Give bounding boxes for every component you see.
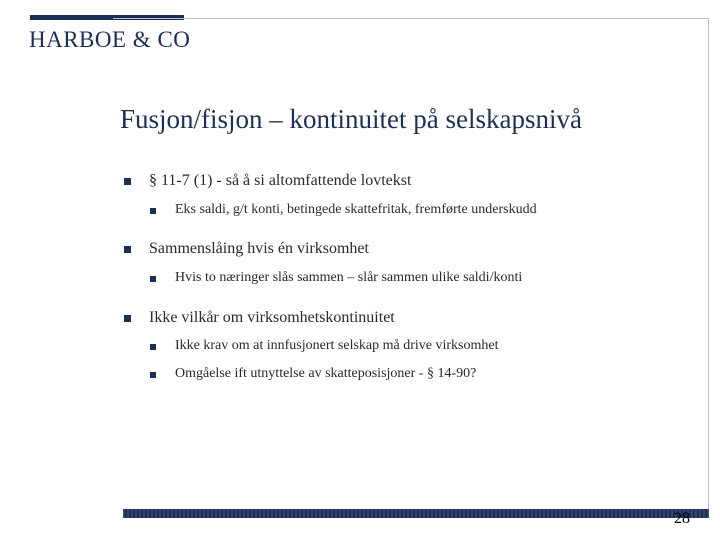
square-bullet-icon — [150, 276, 156, 282]
square-bullet-icon — [124, 178, 131, 185]
bullet-item — [124, 240, 369, 258]
footer-bar — [123, 509, 709, 518]
square-bullet-icon — [150, 372, 156, 378]
bullet-item — [124, 172, 412, 190]
sub-bullet-item — [150, 202, 537, 218]
square-bullet-icon — [124, 315, 131, 322]
company-logo: HARBOE & CO — [29, 27, 191, 52]
bullet-text: § 11-7 (1) - så å si altomfattende lovtekst — [149, 172, 412, 189]
sub-bullet-text: Hvis to næringer slås sammen – slår sammen ulike saldi/konti — [175, 270, 523, 285]
sub-bullet-item — [150, 366, 477, 382]
bullet-text: Sammenslåing hvis én virksomhet — [149, 240, 369, 257]
sub-bullet-text: Omgåelse ift utnyttelse av skatteposisjoner - § 14-90? — [175, 366, 477, 381]
square-bullet-icon — [124, 246, 131, 253]
slide-title: Fusjon/fisjon – kontinuitet på selskapsnivå — [120, 104, 582, 134]
bullet-text: Ikke vilkår om virksomhetskontinuitet — [149, 309, 395, 326]
square-bullet-icon — [150, 208, 156, 214]
sub-bullet-item — [150, 338, 499, 354]
bullet-item — [124, 309, 395, 327]
sub-bullet-item — [150, 270, 523, 286]
sub-bullet-text: Ikke krav om at innfusjonert selskap må drive virksomhet — [175, 338, 499, 353]
page-number: 28 — [674, 510, 690, 527]
square-bullet-icon — [150, 344, 156, 350]
sub-bullet-text: Eks saldi, g/t konti, betingede skattefritak, fremførte underskudd — [175, 202, 537, 217]
